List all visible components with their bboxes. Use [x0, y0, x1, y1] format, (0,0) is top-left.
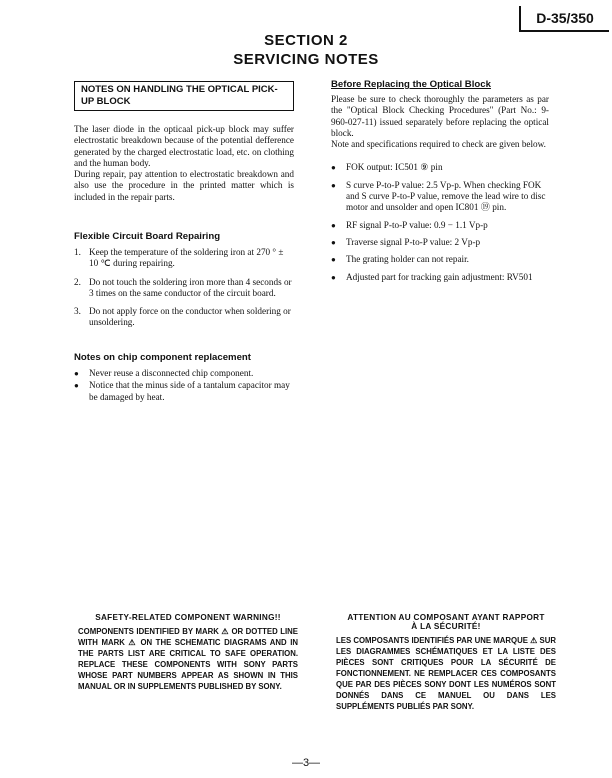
bullet-icon: ● [331, 237, 336, 247]
list-item [331, 272, 549, 283]
list-item-number: 1. [74, 247, 81, 257]
safety-warning-body-fr [336, 635, 556, 712]
optical-pickup-notes-title: NOTES ON HANDLING THE OPTICAL PICK-UP BLOCK [81, 84, 278, 107]
optical-para-2: During repair, pay attention to electrostatic breakdown and also use the procedure in the printed matter which is included in the repair parts. [74, 169, 294, 202]
list-item-text: The grating holder can not repair. [346, 254, 469, 265]
list-item [331, 162, 549, 173]
list-item-number: 2. [74, 276, 81, 287]
list-item-text: Keep the temperature of the soldering iron at 270 ° ± 10 ℃ during repairing. [89, 247, 284, 269]
check-spec-list [331, 162, 549, 282]
bullet-icon: ● [74, 381, 79, 391]
list-item [331, 254, 549, 265]
safety-warning-text-fr-b: SUR LES DIAGRAMMES SCHÉMATIQUES ET LA LISTE DES PIÈCES SONT CRITIQUES POUR LA SÉCURITÉ DE FONCTIONNEMENT. NE REMPLACER CES COMPOSANTS QUE PAR DES PIÈCES SONY DONT LES NUMÉROS SONT DONNÉS DANS CE MANUEL OU DANS LES SUPPLÉMENTS PUBLIÉS PAR SONY. [336, 636, 556, 711]
bullet-icon: ● [74, 369, 79, 378]
bullet-icon: ● [331, 255, 336, 265]
list-item-text: RF signal P-to-P value: 0.9 − 1.1 Vp-p [346, 219, 488, 230]
before-replacing-section [331, 79, 549, 289]
warning-triangle-icon: ⚠ [221, 627, 229, 636]
optical-pickup-notes-text [74, 124, 294, 203]
before-replacing-heading: Before Replacing the Optical Block [331, 79, 491, 90]
list-item-text: Traverse signal P-to-P value: 2 Vp-p [346, 236, 481, 247]
model-number: D-35/350 [519, 6, 609, 32]
optical-pickup-notes-box [74, 81, 294, 111]
safety-warning-french [336, 613, 556, 712]
safety-warning-text-b: OR DOTTED LINE WITH MARK [78, 627, 299, 647]
list-item-text: Adjusted part for tracking gain adjustment: RV501 [346, 271, 533, 282]
page-title: SERVICING NOTES [233, 51, 379, 68]
flex-circuit-section [74, 231, 294, 336]
safety-warning-english [78, 613, 298, 692]
bullet-icon: ● [331, 163, 336, 173]
list-item [331, 180, 549, 214]
optical-para-1: The laser diode in the opticaal pick-up block may suffer electrostatic breakdown because of the potential defference generated by the charged electrostatic load, etc. on clothing and the human body. [74, 124, 294, 168]
bullet-icon: ● [331, 220, 336, 230]
page-number: —3— [291, 757, 321, 769]
bullet-icon: ● [331, 272, 336, 282]
list-item-text: Do not apply force on the conductor when soldering or unsoldering. [89, 306, 291, 328]
flex-circuit-heading: Flexible Circuit Board Repairing [74, 231, 221, 242]
flex-circuit-list [74, 247, 294, 329]
list-item [74, 380, 294, 403]
safety-warning-title-fr-1: ATTENTION AU COMPOSANT AYANT RAPPORT [347, 613, 545, 622]
list-item-text: Notice that the minus side of a tantalum capacitor may be damaged by heat. [89, 380, 290, 402]
list-item-text: Do not touch the soldering iron more than 4 seconds or 3 times on the same conductor of the circuit board. [89, 276, 292, 298]
bullet-icon: ● [331, 180, 336, 190]
safety-warning-title: SAFETY-RELATED COMPONENT WARNING!! [95, 613, 281, 622]
list-item-number: 3. [74, 306, 81, 317]
list-item [74, 306, 294, 329]
list-item-text: FOK output: IC501 ⑨ pin [346, 162, 443, 173]
chip-replacement-section [74, 352, 294, 404]
list-item [74, 247, 294, 270]
safety-warning-text-c: ON THE SCHEMATIC DIAGRAMS AND IN THE PARTS LIST ARE CRITICAL TO SAFE OPERATION. REPLACE THESE COMPONENTS WITH SONY PARTS WHOSE PART NUMBERS APPEAR AS SHOWN IN THIS MANUAL OR IN SUPPLEMENTS PUBLISHED BY SONY. [78, 638, 298, 691]
warning-triangle-icon: ⚠ [530, 636, 538, 645]
section-number: SECTION 2 [264, 32, 348, 49]
warning-triangle-icon: ⚠ [128, 638, 137, 647]
list-item [74, 277, 294, 300]
safety-warning-text-fr-a: LES COMPOSANTS IDENTIFIÉS PAR UNE MARQUE [336, 636, 528, 645]
list-item [331, 220, 549, 231]
chip-replacement-heading: Notes on chip component replacement [74, 352, 251, 363]
list-item [74, 368, 294, 379]
chip-replacement-list [74, 368, 294, 403]
safety-warning-body [78, 626, 298, 692]
safety-warning-title-fr-2: À LA SÉCURITÉ! [411, 622, 481, 631]
list-item-text: S curve P-to-P value: 2.5 Vp-p. When checking FOK and S curve P-to-P value, remove the lead wire to disc motor and unsolder and open IC801 ⑲ pin. [346, 179, 546, 213]
safety-warning-text-a: COMPONENTS IDENTIFIED BY MARK [78, 627, 219, 636]
before-para-2: Note and specifications required to check are given below. [331, 139, 546, 150]
list-item [331, 237, 549, 248]
list-item-text: Never reuse a disconnected chip component. [89, 368, 254, 378]
before-para-1: Please be sure to check thoroughly the parameters as par the "Optical Block Checking Procedures" (Part No.: 9-960-027-11) issued separately before replacing the optical block. [331, 94, 549, 138]
